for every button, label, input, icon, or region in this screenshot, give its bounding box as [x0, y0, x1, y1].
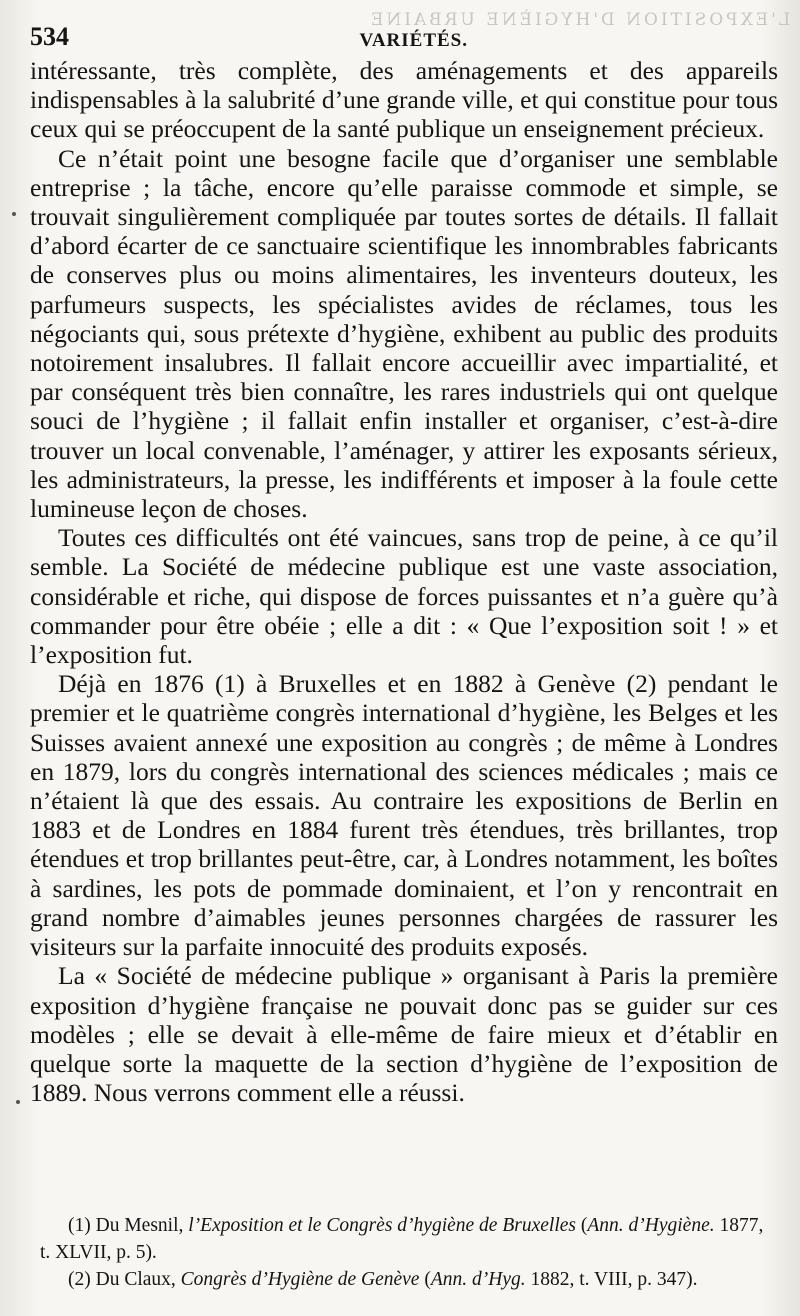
print-speck	[12, 212, 16, 216]
footnotes	[40, 1212, 778, 1293]
body-text	[30, 56, 778, 1107]
paragraph: Ce n’était point une besogne facile que d’organiser une semblable entreprise ; la tâche, encore qu’elle paraisse commode et simple, se trouvait singulièrement compliquée par toutes sortes de détails. Il fallait d’abord écarter de ce sanctuaire scientifique les innombrables fabricants de conserves plus ou moins alimentaires, les inventeurs douteux, les parfumeurs suspects, les spécialistes avides de réclames, tous les négociants qui, sous prétexte d’hygiène, exhibent au public des produits notoirement insalubres. Il fallait encore accueillir avec impartialité, et par conséquent très bien connaître, les rares industriels qui ont quelque souci de l’hygiène ; il fallait enfin installer et organiser, c’est-à-dire trouver un local convenable, l’aménager, y attirer les exposants sérieux, les administrateurs, la presse, les indifférents et imposer à la foule cette lumineuse leçon de choses.	[30, 143, 778, 524]
footnote-title: l’Exposition et le Congrès d’hygiène de Bruxelles	[188, 1215, 576, 1236]
footnote-source-journal: Ann. d’Hyg.	[430, 1269, 526, 1290]
footnote-author: Du Claux,	[95, 1269, 176, 1290]
footnote-title: Congrès d’Hygiène de Genève	[180, 1269, 420, 1290]
footnote-source-rest: 1877, t. XLVII, p. 5).	[40, 1215, 764, 1263]
paragraph: intéressante, très complète, des aménagements et des appareils indispensables à la salubrité d’une grande ville, et qui constitue pour tous ceux qui se préoccupent de la santé publique un enseignement précieux.	[30, 56, 778, 144]
footnote-marker: (1)	[68, 1215, 91, 1236]
footnote-source-prefix: (	[424, 1269, 431, 1290]
print-speck	[16, 1100, 20, 1104]
footnote-source-journal: Ann. d’Hygiène.	[587, 1215, 715, 1236]
page-number: 534	[30, 22, 69, 51]
running-head: VARIÉTÉS.	[359, 30, 468, 51]
footnote-source-prefix: (	[580, 1215, 588, 1236]
page-header	[30, 0, 778, 56]
paragraph: La « Société de médecine publique » organisant à Paris la première exposition d’hygiène française ne pouvait donc pas se guider sur ces modèles ; elle se devait à elle-même de faire mieux et d’établir en quelque sorte la maquette de la section d’hygiène de l’exposition de 1889. Nous verrons comment elle a réussi.	[30, 961, 778, 1108]
footnote-source-rest: 1882, t. VIII, p. 347).	[525, 1269, 698, 1290]
footnote-author: Du Mesnil,	[95, 1215, 184, 1236]
footnote	[40, 1212, 778, 1266]
paragraph: Toutes ces difficultés ont été vaincues, sans trop de peine, à ce qu’il semble. La Société de médecine publique est une vaste association, considérable et riche, qui dispose de forces puissantes et n’a guère qu’à commander pour être obéie ; elle a dit : « Que l’exposition soit ! » et l’exposition fut.	[30, 523, 778, 670]
bleed-through-text: L'EXPOSITION D'HYGIÈNE URBAINE	[367, 10, 790, 30]
paragraph: Déjà en 1876 (1) à Bruxelles et en 1882 à Genève (2) pendant le premier et le quatrième congrès international d’hygiène, les Belges et les Suisses avaient annexé une exposition au congrès ; de même à Londres en 1879, lors du congrès international des sciences médicales ; mais ce n’étaient là que des essais. Au contraire les expositions de Berlin en 1883 et de Londres en 1884 furent très étendues, très brillantes, trop étendues et trop brillantes peut-être, car, à Londres notamment, les boîtes à sardines, les pots de pommade dominaient, et l’on y rencontrait en grand nombre d’aimables jeunes personnes chargées de rassurer les visiteurs sur la parfaite innocuité des produits exposés.	[30, 669, 778, 962]
footnote-marker: (2)	[68, 1269, 91, 1290]
footnote	[40, 1266, 778, 1293]
